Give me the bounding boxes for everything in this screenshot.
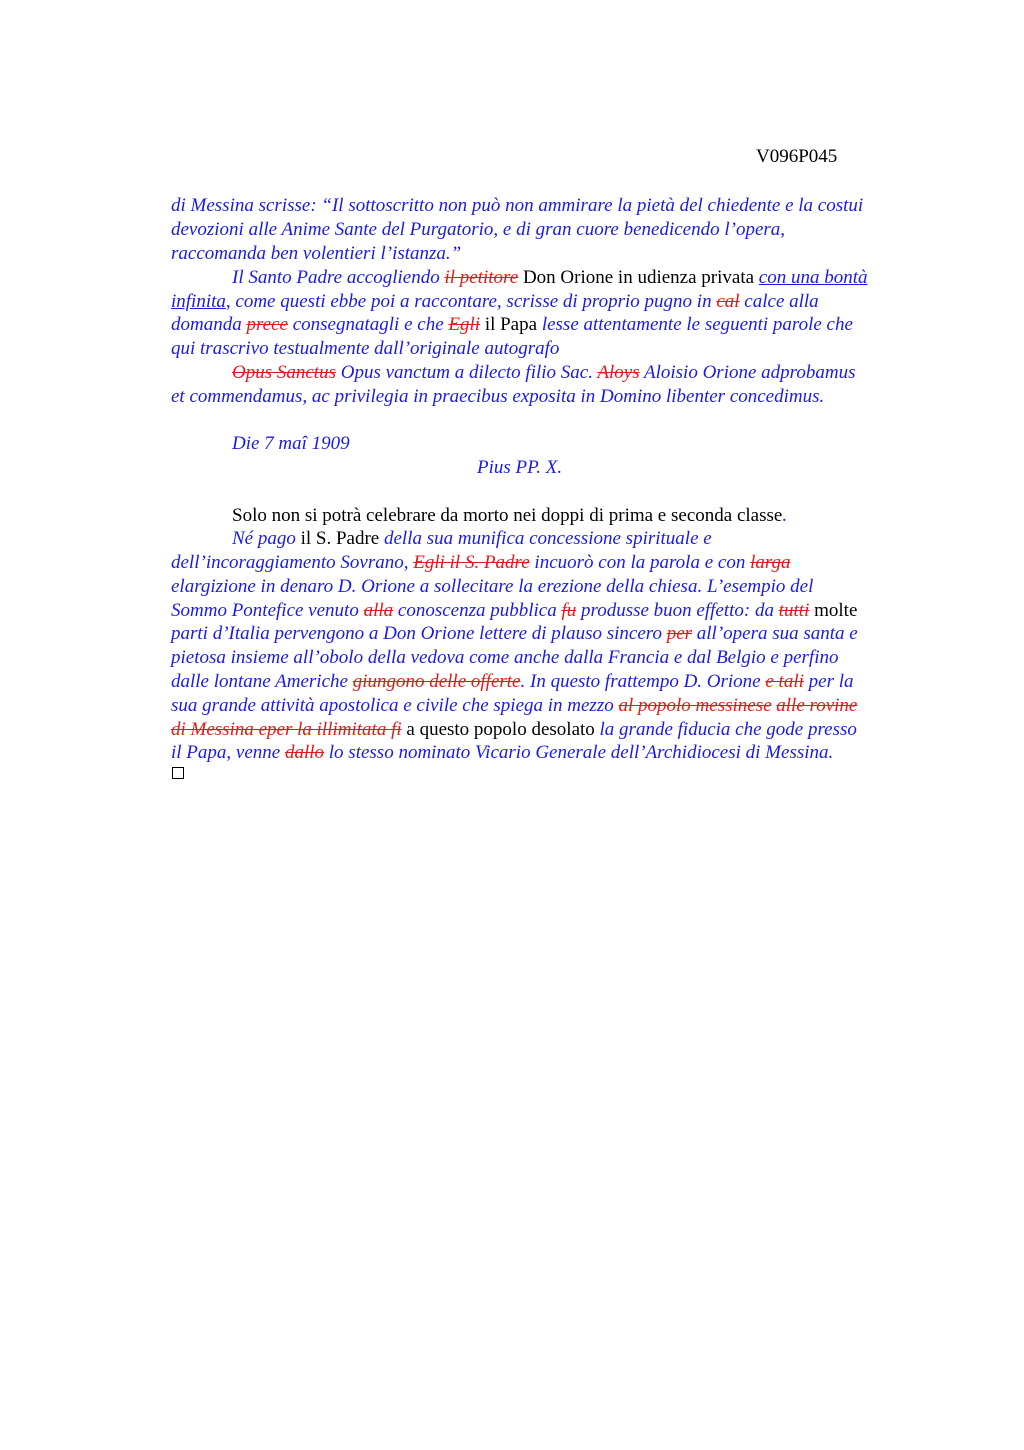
text-run: . In questo frattempo D. Orione <box>520 671 766 692</box>
deleted-text: per <box>666 623 693 644</box>
text-line <box>171 575 813 599</box>
deleted-text: al popolo messinese <box>618 695 772 716</box>
deleted-text: il petitore <box>444 267 519 288</box>
text-run: dalle lontane Americhe <box>171 671 353 692</box>
text-run: qui trascrivo testualmente dall’originale autografo <box>171 338 560 359</box>
text-run: elargizione in denaro D. Orione a sollecitare la erezione della chiesa. L’esempio del <box>171 576 814 597</box>
text-run: raccomanda ben volentieri l’istanza.” <box>171 243 462 264</box>
deleted-text: e tali <box>765 671 804 692</box>
deleted-text: prece <box>246 314 288 335</box>
text-line <box>232 432 350 456</box>
text-run: produsse buon effetto: da <box>576 600 779 621</box>
end-marker-square-icon <box>172 767 184 779</box>
text-run: , come questi ebbe poi a raccontare, scrisse di proprio pugno in <box>225 291 717 312</box>
text-line <box>171 622 858 646</box>
deleted-text: tutti <box>778 600 810 621</box>
text-run: Don Orione in udienza privata <box>518 267 759 288</box>
text-line <box>232 361 855 385</box>
text-run: il Papa <box>480 314 542 335</box>
text-line <box>171 194 863 218</box>
text-line <box>171 599 857 623</box>
text-run: a questo popolo desolato <box>401 719 600 740</box>
text-run: Opus vanctum a dilecto filio Sac. <box>335 362 598 383</box>
text-line <box>171 218 785 242</box>
text-run: la grande fiducia che gode presso <box>599 719 857 740</box>
text-run: molte <box>809 600 858 621</box>
text-run: consegnatagli e che <box>287 314 449 335</box>
deleted-text: giungono delle offerte <box>352 671 521 692</box>
text-run: calce alla <box>739 291 819 312</box>
text-run: lo stesso nominato Vicario Generale dell’Archidiocesi di Messina. <box>324 742 834 763</box>
deleted-text: Opus Sanctus <box>232 362 336 383</box>
text-line <box>232 266 868 290</box>
text-line <box>171 670 854 694</box>
text-run: devozioni alle Anime Sante del Purgatorio, e di gran cuore benedicendo l’opera, <box>171 219 786 240</box>
text-line <box>171 313 853 337</box>
text-run: all’opera sua santa e <box>692 623 858 644</box>
text-line <box>171 694 857 718</box>
text-run: Né pago <box>232 528 296 549</box>
text-run: per la <box>803 671 854 692</box>
text-run: Il Santo Padre accogliendo <box>232 267 445 288</box>
text-line <box>171 337 559 361</box>
deleted-text: larga <box>750 552 791 573</box>
text-run: pietosa insieme all’obolo della vedova come anche dalla Francia e dal Belgio e perfino <box>171 647 839 668</box>
text-run: et commendamus, ac privilegia in praecibus exposita in Domino libenter concedimus. <box>171 386 825 407</box>
deleted-text: Egli il S. Padre <box>413 552 530 573</box>
deleted-text: Egli <box>448 314 481 335</box>
text-run: il S. Padre <box>295 528 384 549</box>
text-line <box>171 718 857 742</box>
text-run: Solo non si potrà celebrare da morto nei doppi di prima e seconda classe <box>232 505 783 526</box>
text-line <box>171 385 824 409</box>
text-run: Pius PP. X. <box>477 457 563 478</box>
deleted-text: fu <box>561 600 577 621</box>
text-line <box>232 527 712 551</box>
text-run: infinita <box>171 291 226 312</box>
text-run: sua grande attività apostolica e civile che spiega in mezzo <box>171 695 619 716</box>
text-line <box>232 504 787 528</box>
text-line <box>171 551 791 575</box>
deleted-text: dallo <box>284 742 325 763</box>
text-run: conoscenza pubblica <box>393 600 562 621</box>
text-run: il Papa, venne <box>171 742 285 763</box>
text-run: parti d’Italia pervengono a Don Orione lettere di plauso sincero <box>171 623 667 644</box>
text-run: Sommo Pontefice venuto <box>171 600 364 621</box>
text-line <box>477 456 562 480</box>
text-run: dell’incoraggiamento Sovrano, <box>171 552 414 573</box>
text-run: con una bontà <box>758 267 868 288</box>
deleted-text: Aloys <box>597 362 640 383</box>
text-run: Aloisio Orione adprobamus <box>639 362 856 383</box>
deleted-text: di Messina eper la illimitata fi <box>171 719 402 740</box>
text-run: della sua munifica concessione spirituale e <box>384 528 712 549</box>
deleted-text: alla <box>363 600 394 621</box>
deleted-text: cal <box>716 291 740 312</box>
text-run: incuorò con la parola e con <box>529 552 751 573</box>
text-line <box>171 646 838 670</box>
text-run: lesse attentamente le seguenti parole che <box>541 314 853 335</box>
text-run: Die 7 maî 1909 <box>232 433 350 454</box>
deleted-text: alle rovine <box>776 695 858 716</box>
text-run: domanda <box>171 314 247 335</box>
text-run: . <box>782 505 788 526</box>
text-run: di Messina scrisse: “Il sottoscritto non può non ammirare la pietà del chiedente e la costui <box>171 195 864 216</box>
text-line <box>171 290 819 314</box>
text-line <box>171 242 461 266</box>
page-code: V096P045 <box>756 146 838 167</box>
text-line <box>171 741 833 765</box>
